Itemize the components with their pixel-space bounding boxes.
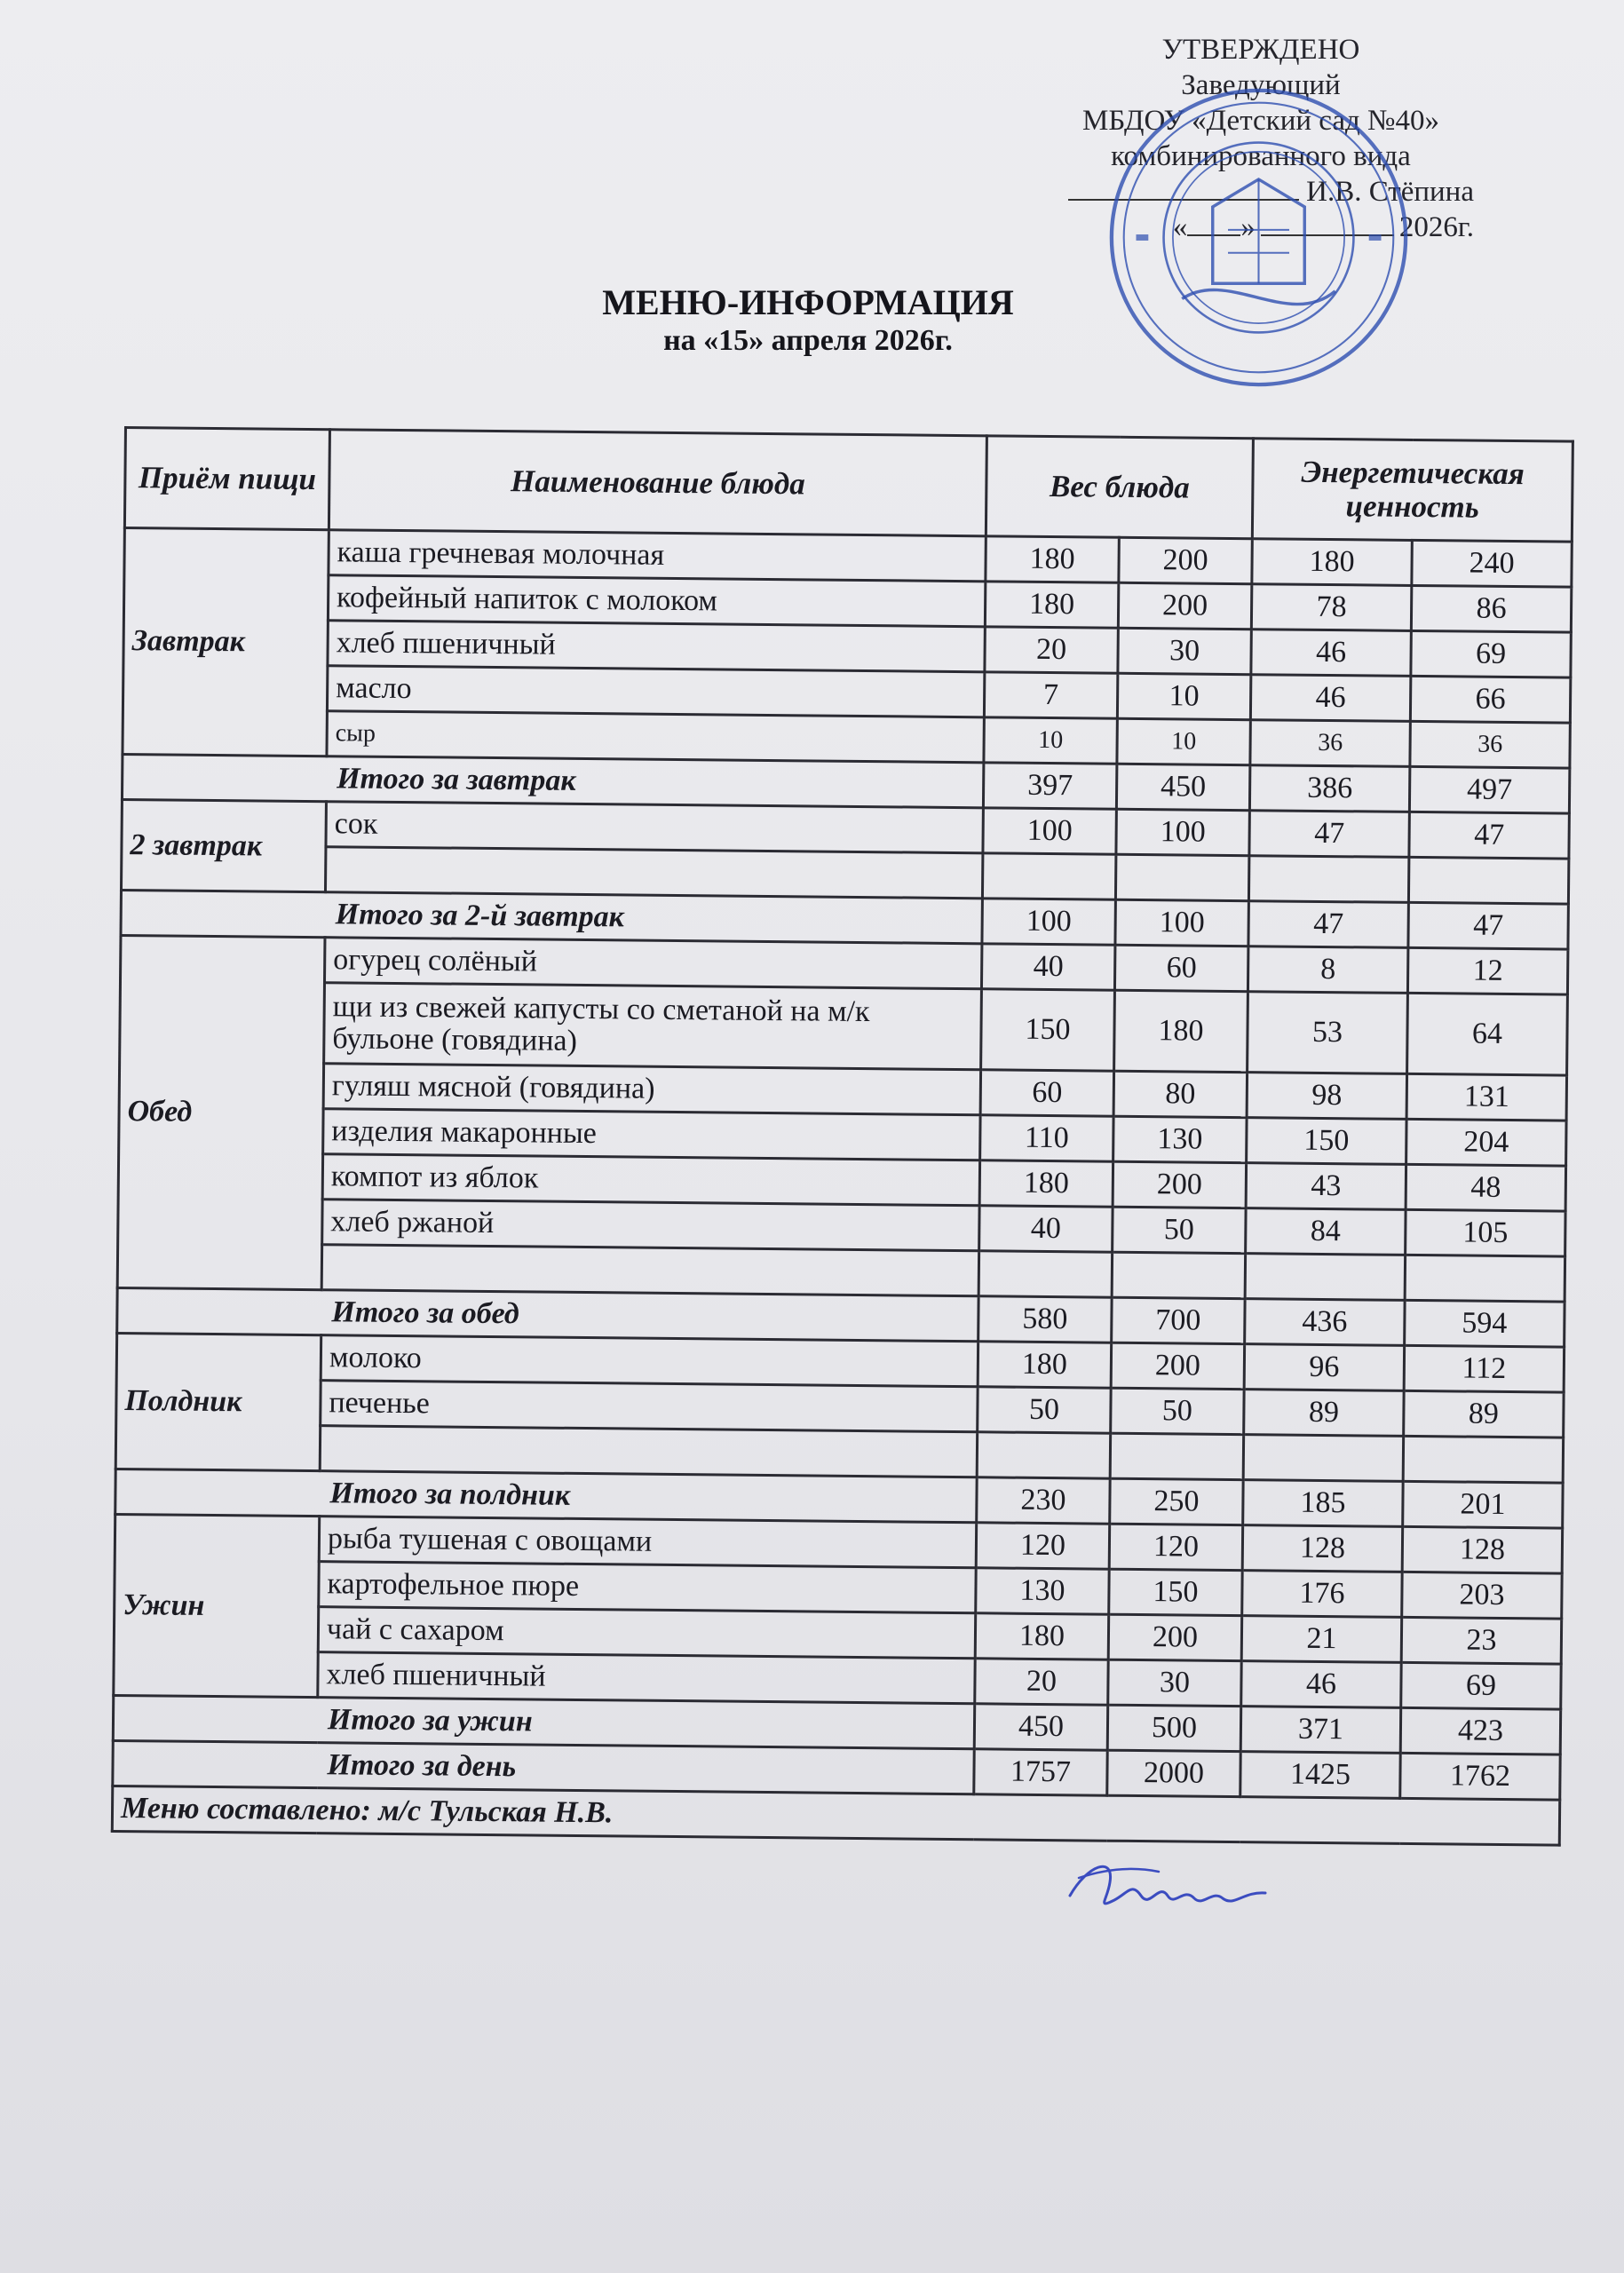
energy-value: 47 [1409, 812, 1569, 859]
meal-name: Завтрак [123, 528, 329, 756]
energy-value: 36 [1410, 721, 1570, 768]
empty-cell [1112, 1252, 1245, 1298]
day-total-weight: 2000 [1107, 1750, 1240, 1796]
total-weight: 580 [978, 1296, 1112, 1342]
weight-value: 180 [979, 1160, 1113, 1207]
meal-name: Полдник [115, 1333, 321, 1470]
approval-date-open-quote: « [1172, 211, 1188, 243]
weight-value: 130 [976, 1568, 1109, 1614]
energy-value: 98 [1247, 1073, 1406, 1120]
approval-heading: УТВЕРЖДЕНО [1161, 34, 1360, 66]
header-dish: Наименование блюда [329, 430, 986, 536]
empty-cell [321, 1245, 978, 1296]
weight-value: 20 [975, 1659, 1108, 1705]
total-weight: 250 [1110, 1478, 1243, 1525]
total-energy: 47 [1248, 901, 1408, 948]
energy-value: 46 [1241, 1661, 1401, 1708]
approval-organization: МБДОУ «Детский сад №40» [1082, 105, 1439, 137]
weight-value: 10 [984, 717, 1117, 764]
total-energy: 423 [1400, 1707, 1560, 1754]
menu-table [111, 426, 1574, 1847]
energy-value: 21 [1241, 1616, 1401, 1663]
energy-value: 43 [1246, 1163, 1406, 1210]
dish-name: картофельное пюре [319, 1562, 976, 1613]
weight-value: 180 [975, 1613, 1108, 1659]
dish-name: щи из свежей капусты со сметаной на м/к бульоне (говядина) [324, 983, 982, 1070]
total-weight: 450 [974, 1704, 1107, 1750]
dish-name: кофейный напиток с молоком [328, 575, 985, 627]
total-energy: 47 [1408, 902, 1568, 949]
energy-value: 240 [1412, 540, 1572, 587]
weight-value: 200 [1119, 537, 1252, 583]
energy-value: 69 [1411, 630, 1571, 677]
weight-value: 100 [983, 808, 1116, 854]
energy-value: 128 [1402, 1526, 1562, 1573]
title-date: на «15» апреля 2026г. [663, 324, 953, 357]
energy-value: 86 [1411, 585, 1571, 632]
meal-name: Обед [117, 935, 325, 1289]
document-title [497, 282, 1119, 359]
empty-cell [320, 1426, 977, 1477]
approval-date-close-quote: » [1240, 211, 1256, 243]
total-weight: 230 [977, 1477, 1110, 1524]
signature-icon [1061, 1847, 1274, 1927]
weight-value: 200 [1118, 582, 1251, 629]
total-energy: 185 [1243, 1480, 1403, 1527]
total-energy: 497 [1409, 766, 1569, 813]
energy-value: 131 [1406, 1073, 1566, 1121]
header-meal: Приём пищи [124, 428, 329, 530]
weight-value: 130 [1113, 1116, 1247, 1162]
weight-value: 10 [1117, 718, 1250, 764]
weight-value: 180 [978, 1342, 1111, 1388]
dish-name: изделия макаронные [323, 1109, 980, 1160]
weight-value: 200 [1111, 1342, 1244, 1389]
approval-year: 2026г. [1398, 211, 1474, 243]
day-total-label: Итого за день [113, 1740, 974, 1794]
dish-name: масло [327, 666, 984, 717]
empty-cell [982, 853, 1115, 899]
empty-cell [325, 847, 982, 899]
meal-name: 2 завтрак [121, 799, 326, 891]
total-label: Итого за обед [117, 1287, 978, 1341]
approval-signer-name: И.В. Стёпина [1306, 176, 1474, 208]
empty-cell [1245, 1254, 1405, 1301]
dish-name: огурец солёный [324, 938, 981, 989]
approval-organization-type: комбинированного вида [1111, 140, 1411, 172]
total-label: Итого за 2-й завтрак [121, 890, 982, 943]
total-energy: 371 [1240, 1707, 1400, 1754]
energy-value: 203 [1402, 1572, 1562, 1619]
empty-cell [1408, 857, 1568, 904]
dish-name: сок [326, 802, 983, 853]
energy-value: 46 [1250, 675, 1410, 722]
empty-cell [977, 1432, 1110, 1478]
weight-value: 30 [1118, 628, 1251, 674]
total-energy: 201 [1403, 1481, 1563, 1528]
total-label: Итого за полдник [115, 1469, 977, 1522]
dish-name: компот из яблок [322, 1154, 979, 1206]
energy-value: 69 [1401, 1662, 1561, 1709]
title-main: МЕНЮ-ИНФОРМАЦИЯ [602, 282, 1014, 322]
empty-cell [1110, 1433, 1243, 1479]
weight-value: 80 [1113, 1071, 1247, 1117]
weight-value: 120 [1109, 1524, 1242, 1570]
weight-value: 200 [1108, 1614, 1241, 1660]
weight-value: 180 [1114, 990, 1248, 1072]
empty-cell [1248, 856, 1408, 903]
energy-value: 66 [1410, 676, 1570, 723]
dish-name: каша гречневая молочная [329, 530, 986, 582]
weight-value: 60 [980, 1070, 1113, 1116]
weight-value: 150 [981, 989, 1115, 1071]
energy-value: 105 [1406, 1209, 1565, 1256]
total-energy: 386 [1249, 765, 1409, 812]
energy-value: 47 [1249, 811, 1409, 858]
weight-value: 10 [1117, 673, 1250, 719]
weight-value: 200 [1113, 1161, 1246, 1208]
weight-value: 60 [1114, 945, 1248, 991]
weight-value: 180 [985, 582, 1118, 628]
total-energy: 436 [1245, 1299, 1405, 1346]
total-weight: 397 [983, 763, 1116, 809]
total-weight: 450 [1116, 764, 1249, 810]
weight-value: 50 [978, 1387, 1111, 1433]
energy-value: 89 [1244, 1390, 1404, 1437]
total-label: Итого за завтрак [122, 754, 983, 807]
energy-value: 12 [1407, 947, 1567, 994]
weight-value: 40 [979, 1206, 1113, 1252]
weight-value: 40 [981, 944, 1114, 990]
total-weight: 500 [1107, 1705, 1240, 1751]
energy-value: 8 [1248, 946, 1407, 994]
energy-value: 53 [1248, 992, 1408, 1074]
energy-value: 23 [1401, 1617, 1561, 1664]
energy-value: 36 [1250, 720, 1410, 767]
weight-value: 50 [1111, 1388, 1244, 1434]
dish-name: хлеб пшеничный [318, 1652, 975, 1704]
energy-value: 96 [1244, 1344, 1404, 1391]
day-total-energy: 1425 [1240, 1752, 1400, 1799]
approval-position: Заведующий [1181, 69, 1341, 101]
weight-value: 180 [986, 536, 1119, 582]
energy-value: 84 [1246, 1208, 1406, 1255]
empty-cell [1403, 1436, 1563, 1483]
dish-name: чай с сахаром [318, 1607, 975, 1659]
weight-value: 100 [1116, 809, 1249, 855]
dish-name: сыр [327, 711, 984, 763]
energy-value: 128 [1242, 1525, 1402, 1572]
empty-cell [978, 1251, 1112, 1297]
dish-name: гуляш мясной (говядина) [323, 1064, 980, 1115]
day-total-energy: 1762 [1400, 1753, 1560, 1800]
energy-value: 176 [1242, 1571, 1402, 1618]
energy-value: 180 [1252, 539, 1412, 586]
header-weight: Вес блюда [986, 436, 1253, 539]
header-energy: Энергетическая ценность [1252, 439, 1573, 542]
weight-value: 20 [985, 627, 1118, 673]
weight-value: 120 [976, 1523, 1109, 1569]
empty-cell [1405, 1255, 1565, 1302]
weight-value: 110 [980, 1115, 1113, 1161]
energy-value: 78 [1251, 584, 1411, 631]
weight-value: 7 [984, 672, 1117, 718]
weight-value: 150 [1109, 1569, 1242, 1615]
total-weight: 100 [1115, 899, 1248, 946]
dish-name: хлеб пшеничный [328, 621, 985, 672]
round-seal-stamp [1105, 84, 1412, 391]
energy-value: 204 [1406, 1119, 1566, 1166]
energy-value: 48 [1406, 1164, 1565, 1211]
table-row [120, 980, 1568, 1075]
energy-value: 112 [1404, 1345, 1564, 1392]
dish-name: печенье [321, 1381, 978, 1432]
dish-name: рыба тушеная с овощами [319, 1517, 976, 1568]
meal-name: Ужин [114, 1514, 320, 1697]
energy-value: 150 [1247, 1118, 1406, 1165]
energy-value: 64 [1407, 993, 1568, 1075]
menu-author: Меню составлено: м/с Тульская Н.В. [112, 1786, 1559, 1845]
total-energy: 594 [1405, 1300, 1565, 1347]
energy-value: 46 [1251, 630, 1411, 677]
total-label: Итого за ужин [113, 1695, 974, 1748]
table-header-row [124, 428, 1573, 543]
weight-value: 30 [1108, 1659, 1241, 1706]
dish-name: хлеб ржаной [322, 1200, 979, 1251]
day-total-weight: 1757 [974, 1749, 1107, 1795]
energy-value: 89 [1404, 1390, 1564, 1437]
total-weight: 700 [1112, 1297, 1245, 1343]
total-weight: 100 [982, 899, 1115, 945]
dish-name: молоко [321, 1335, 978, 1387]
empty-cell [1243, 1435, 1403, 1482]
empty-cell [1115, 854, 1248, 900]
weight-value: 50 [1113, 1207, 1246, 1253]
